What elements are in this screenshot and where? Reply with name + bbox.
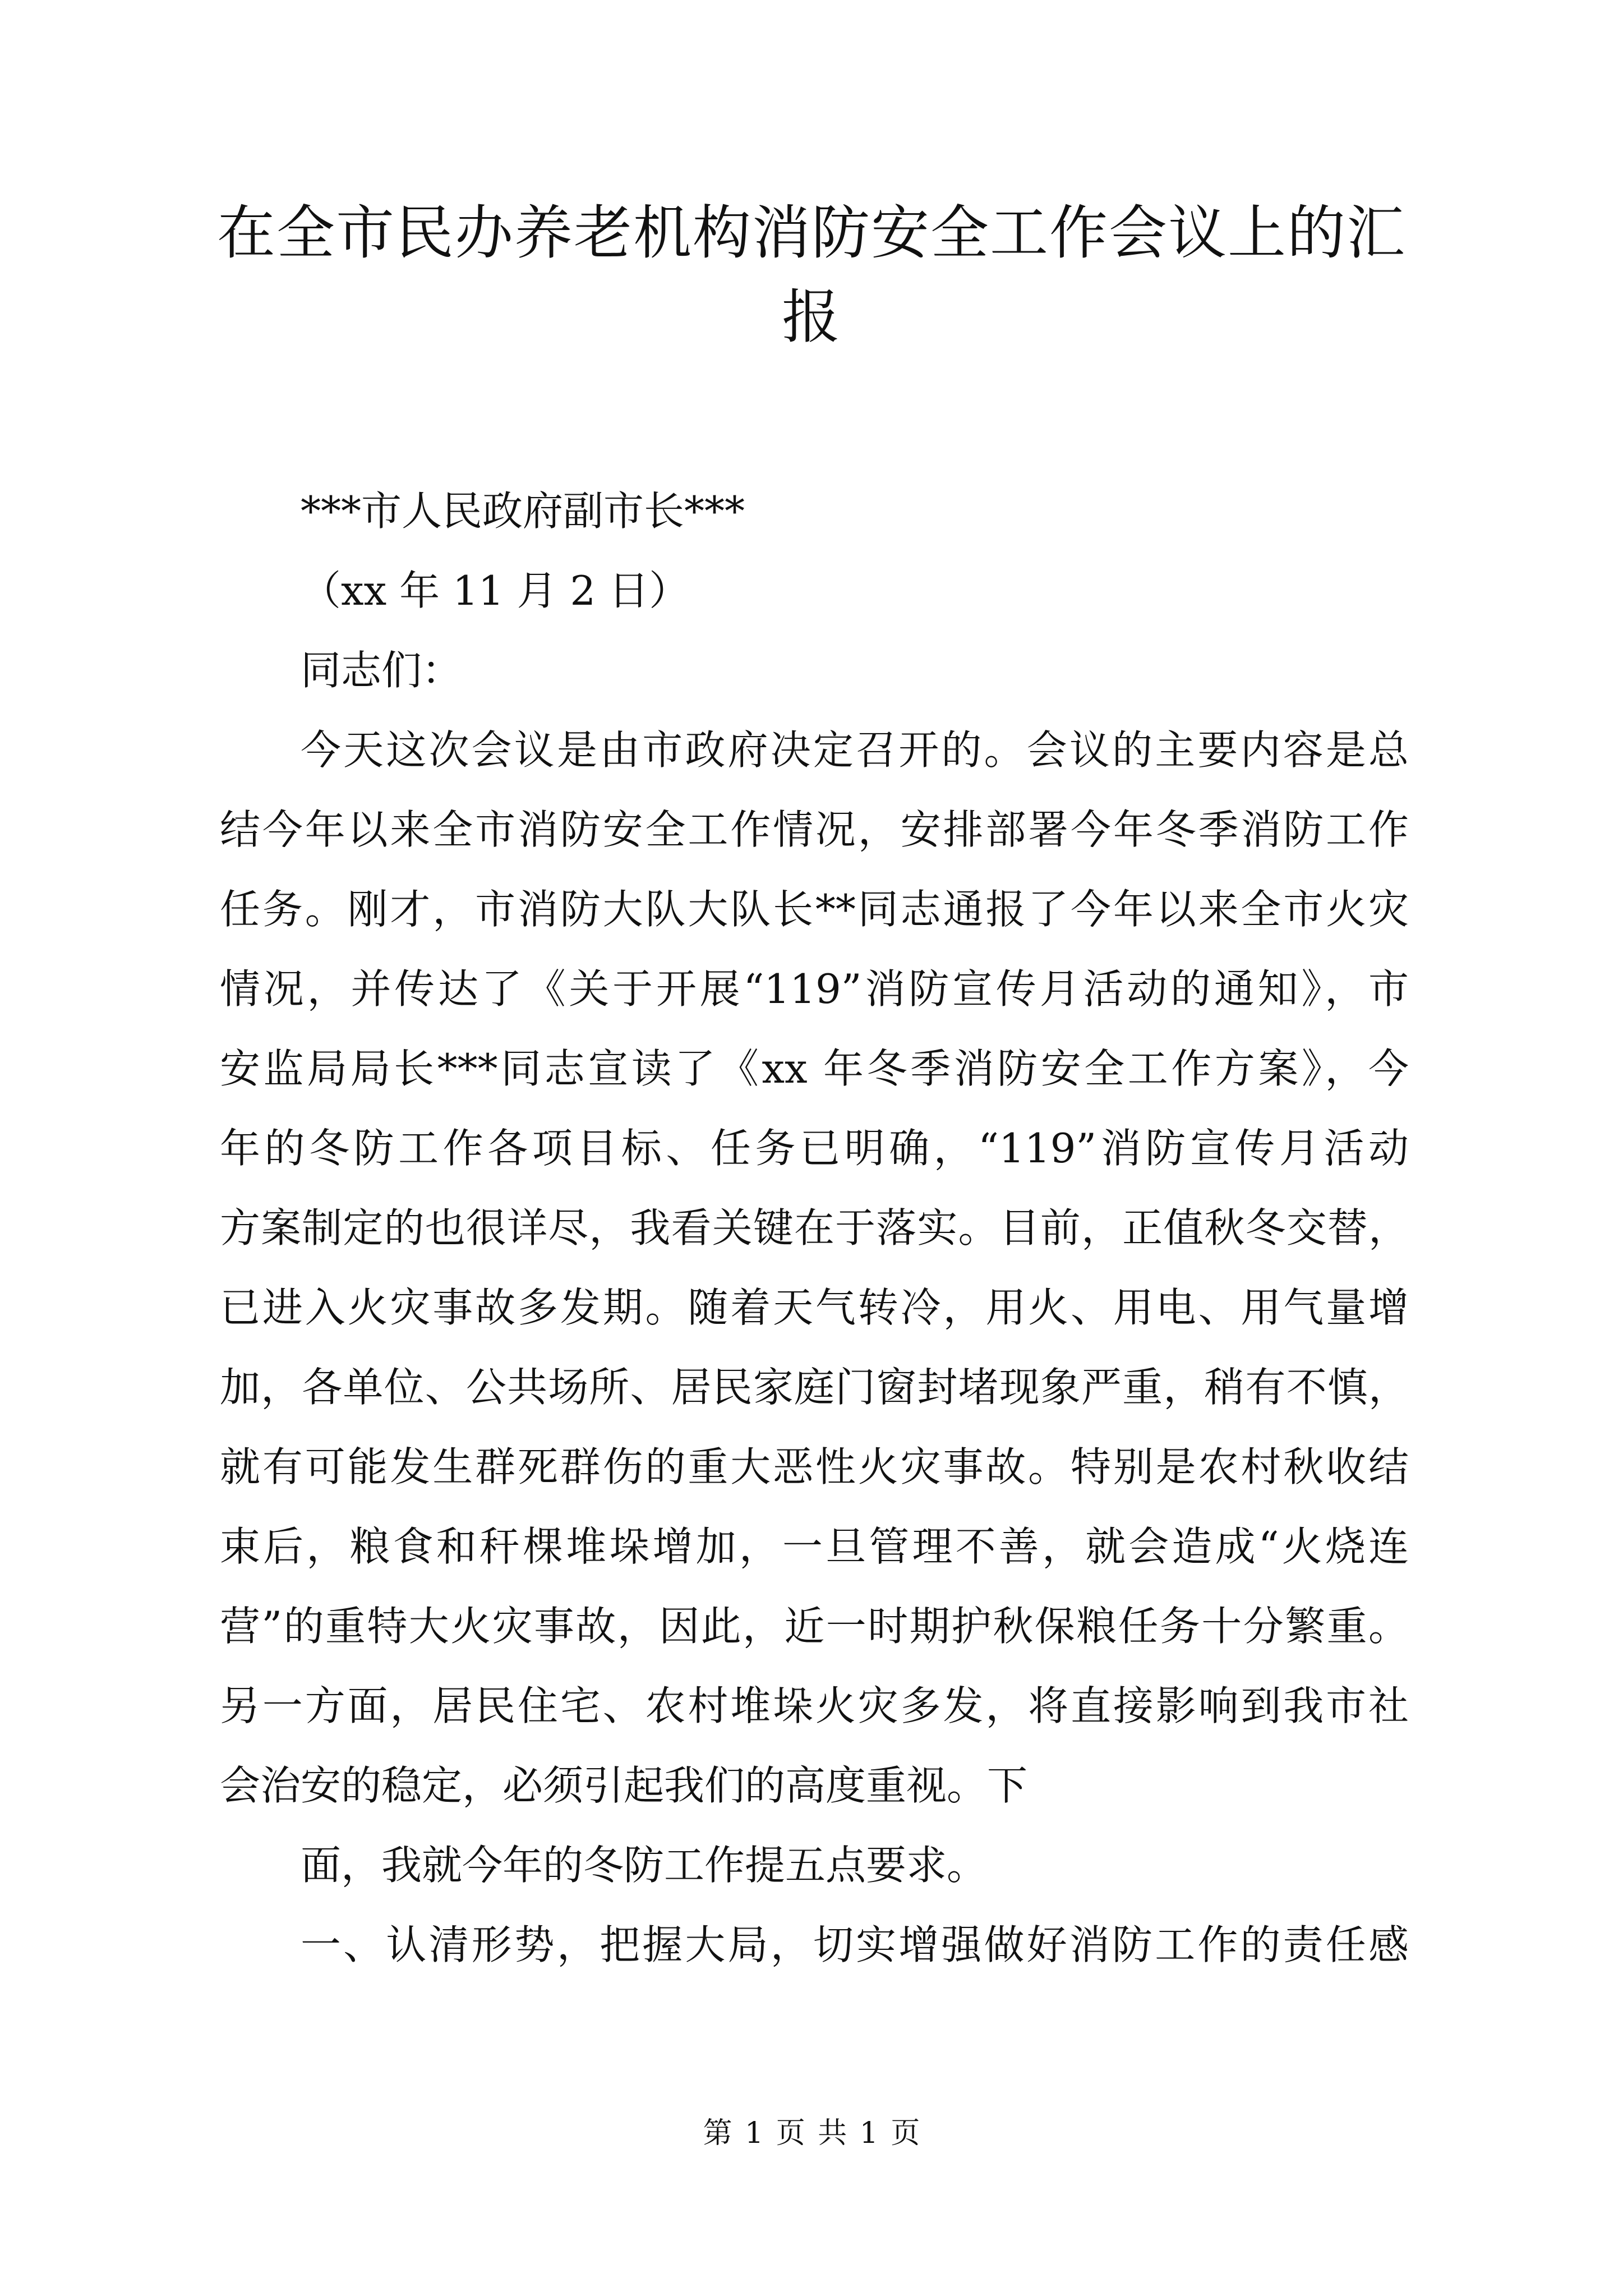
paragraph-line: 束后，粮食和秆棵堆垛增加，一旦管理不善，就会造成“火烧连 [220,1523,1409,1570]
paragraph-line: 任务。刚才，市消防大队大队长**同志通报了今年以来全市火灾 [220,886,1409,933]
paragraph-line: 情况，并传达了《关于开展“119”消防宣传月活动的通知》，市 [220,965,1409,1013]
document-body [220,471,1409,1985]
section-heading-1: 一、认清形势，把握大局，切实增强做好消防工作的责任感 [301,1921,1409,1968]
author-line: ***市人民政府副市长*** [301,487,745,535]
paragraph-line: 另一方面，居民住宅、农村堆垛火灾多发，将直接影响到我市社 [220,1682,1409,1729]
page-footer: 第 1 页 共 1 页 [703,2116,920,2150]
paragraph-2: 面，我就今年的冬防工作提五点要求。 [301,1842,988,1889]
paragraph-line: 就有可能发生群死群伤的重大恶性火灾事故。特别是农村秋收结 [220,1443,1409,1490]
paragraph-line: 已进入火灾事故多发期。随着天气转冷，用火、用电、用气量增 [220,1284,1409,1331]
paragraph-line: 加，各单位、公共场所、居民家庭门窗封堵现象严重，稍有不慎， [220,1364,1409,1411]
salutation: 同志们： [301,647,463,694]
paragraph-line: 安监局局长***同志宣读了《xx 年冬季消防安全工作方案》，今 [220,1045,1409,1092]
document-title: 在全市民办养老机构消防安全工作会议上的汇报 [216,199,1406,351]
paragraph-line: 今天这次会议是由市政府决定召开的。会议的主要内容是总 [301,726,1409,774]
paragraph-line: 结今年以来全市消防安全工作情况，安排部署今年冬季消防工作 [220,806,1409,853]
paragraph-line: 方案制定的也很详尽，我看关键在于落实。目前，正值秋冬交替， [220,1204,1409,1251]
paragraph-line: 营”的重特大火灾事故，因此，近一时期护秋保粮任务十分繁重。 [220,1603,1409,1650]
date-line: （xx 年 11 月 2 日） [301,567,690,614]
paragraph-line: 年的冬防工作各项目标、任务已明确，“119”消防宣传月活动 [220,1125,1409,1172]
paragraph-line: 会治安的稳定，必须引起我们的高度重视。下 [220,1762,1028,1809]
